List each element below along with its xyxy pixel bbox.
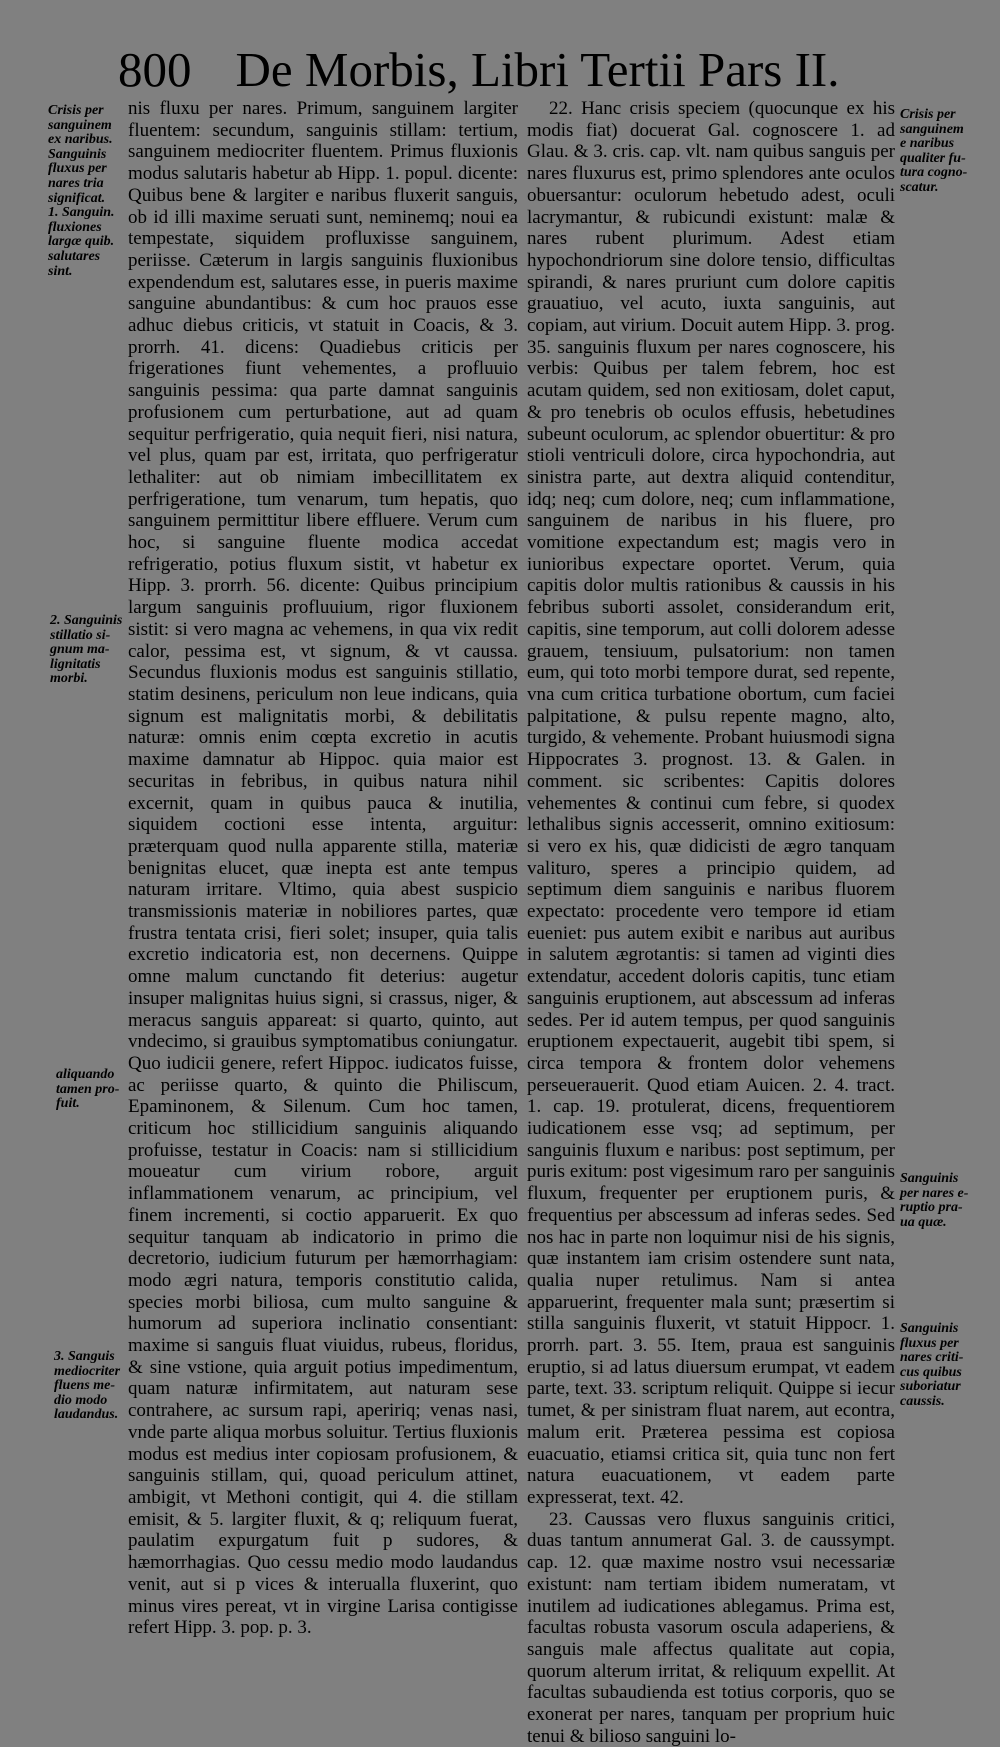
- margin-note-caussae: Sanguinis fluxus per nares criti- cus quibus suboriatur caussis.: [900, 1321, 964, 1409]
- paragraph-23: 23. Caussas vero fluxus sanguinis critici, duas tantum annumerat Gal. 3. de caussympt. cap. 12. quæ maxime nostro vsui necessariæ existunt: nam tertiam ibidem numeratam, vt inutilem ad iudicationes ablegamus. Prima est, facultas robusta vasorum oscula adaperiens, & sanguis male affectus qualitate aut copia, quorum alterum irritat, & reliquum expellit. At facultas subaudienda est totius corporis, quo se exonerat per nares, tanquam per proprium huic tenui & bilioso sanguini lo-: [527, 1508, 895, 1747]
- left-paragraph: nis fluxu per nares. Primum, sanguinem largiter fluentem: secundum, sanguinis stillam: tertium, sanguinem mediocriter fluentem. Primus fluxionis modus salutaris habetur ab Hipp. 1. popul. dicente: Quibus bene & largiter e naribus fluxerit sanguis, ob id illi maxime seruati sunt, neminemq; noui ea tempestate, siquidem profluxisse sanguinem, periisse. Cæterum in largis sanguinis fluxionibus expendendum est, salutares esse, in pueris maxime sanguine abundantibus: & cum hoc prauos esse adhuc diebus criticis, vt statuit in Coacis, & 3. prorrh. 41. dicens: Quadiebus criticis per frigerationes fiunt vehementes, a profluuio sanguinis pessima: qua parte damnat sanguinis profusionem cum perturbatione, aut ad quam sequitur perfrigeratio, quia nequit fieri, nisi natura, vel plus, quam par est, irritata, quo perfrigeratur lethaliter: aut ob nimiam imbecillitatem ex perfrigeratione, tum venarum, tum hepatis, quo sanguinem permittitur libere effluere. Verum cum hoc, si sanguine fluente modica accedat refrigeratio, potius fluxum sistit, vt habetur ex Hipp. 3. prorrh. 56. dicente: Quibus principium largum sanguinis profluuium, rigor fluxionem sistit: si vero magna ac vehemens, in qua vix redit calor, pessima est, vt signum, & vt caussa. Secundus fluxionis modus est sanguinis stillatio, statim desinens, periculum non leue indicans, quia signum est malignitatis morbi, & debilitatis naturæ: omnis enim cœpta excretio in acutis maxime damnatur ab Hippoc. quia maior est securitas in febribus, in quibus natura nihil excernit, quam in quibus pauca & inutilia, siquidem coctioni esse intenta, arguitur: præterquam quod nulla apparente stilla, materiæ benignitas elucet, quæ inepta est ante tempus naturam irritare. Vltimo, quia abest suspicio transmissionis materiæ in nobiliores partes, quæ frustra tentata crisi, fieri solet; insuper, quia talis excretio indicatoria est, non decernens. Quippe omne malum cunctando fit deterius: augetur insuper malignitas huius signi, si crassus, niger, & meracus sanguis appareat: si quarto, quinto, aut vndecimo, si grauibus symptomatibus coniungatur. Quo iudicii genere, refert Hippoc. iudicatos fuisse, ac periisse quarto, & quinto die Philiscum, Epaminonem, & Silenum. Cum hoc tamen, criticum hoc stillicidium sanguinis aliquando profuisse, testatur in Coacis: nam si stillicidium moueatur cum virium robore, arguit inflammationem venarum, ac principium, vel finem incrementi, si coctio apparuerit. Ex quo sequitur tanquam ab indicatorio in primo die decretorio, iudicium futurum per hæmorrhagiam: modo ægri natura, temporis constitutio calida, species morbi biliosa, cum multo sanguine & humorum ad superiora inclinatio consentiant: maxime si sanguis fluat viuidus, rubeus, floridus, & sine vstione, quia arguit potius impedimentum, quam naturæ infirmitatem, aut naturam sese contrahere, ac sursum rapi, apeririq; venas nasi, vnde parte aliqua morbus soluitur. Tertius fluxionis modus est medius inter copiosam profusionem, & sanguinis stillam, qui, quoad periculum attinet, ambigit, vt Methoni contigit, qui 4. die stillam emisit, & 5. largiter fluxit, & q; reliquum fuerat, paulatim expurgatum fuit p sudores, & hæmorrhagias. Quo cessu medio modo laudandus venit, aut si p vices & interualla fluxerint, quo minus vires pereat, vt in virgine Larisa contigisse refert Hipp. 3. pop. p. 3.: [128, 98, 518, 1639]
- left-text-column: [128, 98, 518, 1639]
- page-number: 800: [118, 42, 192, 97]
- margin-note-aliquando: aliquando tamen pro- fuit.: [56, 1067, 120, 1112]
- right-text-column: [527, 98, 895, 1747]
- margin-note-crisis-right: Crisis per sanguinem e naribus qualiter fu- tura cogno- scatur.: [900, 107, 968, 195]
- margin-note-mediocriter: 3. Sanguis mediocriter fluens me- dio modo laudandus.: [54, 1349, 121, 1423]
- margin-note-eruptio: Sanguinis per nares e- ruptio pra- ua quæ.: [900, 1171, 969, 1230]
- margin-note-stillatio: 2. Sanguinis stillatio si- gnum ma- lignitatis morbi.: [50, 613, 123, 687]
- running-title: De Morbis, Libri Tertii Pars II.: [235, 42, 840, 97]
- margin-note-crisis: Crisis per sanguinem ex naribus. Sanguinis fluxus per nares tria significat. 1. Sanguin. fluxiones largæ quib. salutares sint.: [48, 103, 115, 279]
- page-header: [118, 40, 840, 100]
- paragraph-22: 22. Hanc crisis speciem (quocunque ex his modis fiat) docuerat Gal. cognoscere 1. ad Glau. & 3. cris. cap. vlt. nam quibus sanguis per nares fluxurus est, primo splendores ante oculos obuersantur: oculorum hebetudo adest, oculi lacrymantur, & rubicundi existunt: malæ & nares rubent plurimum. Adest etiam hypochondriorum sine dolore tensio, difficultas spirandi, & nares pruriunt cum dolore capitis grauatiuo, vel acuto, iuxta sanguinis, aut copiam, aut virium. Docuit autem Hipp. 3. prog. 35. sanguinis fluxum per nares cognoscere, his verbis: Quibus per talem febrem, hoc est acutam quidem, sed non exitiosam, dolet caput, & pro tenebris ob oculos effusis, hebetudines subeunt oculorum, ac splendor obuertitur: & pro stioli ventriculi dolore, circa hypochondria, aut sinistra parte, aut dextra aliquid contenditur, idq; neq; cum dolore, neq; cum inflammatione, sanguinem de naribus in his fluere, pro vomitione expectandum est; magis vero in iunioribus expectare oportet. Verum, quia capitis dolor multis rationibus & caussis in his febribus suborti assolet, considerandum erit, capitis, sine temporum, aut colli dolorem adesse grauem, tensiuum, pulsatorium: non tamen eum, qui toto morbi tempore durat, sed repente, vna cum critica turbatione obortum, cum faciei palpitatione, & pulsu repente magno, alto, turgido, & vehemente. Probant huiusmodi signa Hippocrates 3. prognost. 13. & Galen. in comment. sic scribentes: Capitis dolores vehementes & continui cum febre, si quodex lethalibus signis accesserit, omnino exitiosum: si vero ex his, quæ didicisti de ægro tanquam valituro, speres a principio quidem, ad septimum diem sanguinis e naribus fluorem expectato: procedente vero tempore id etiam eueniet: pus autem exibit e naribus aut auribus in salutem ægrotantis: si tamen ad viginti dies extendatur, accedent doloris capitis, tunc etiam sanguinis eruptionem, aut abscessum ad inferas sedes. Per id autem tempus, per quod sanguinis eruptionem expectauerit, augebit tibi spem, si circa tempora & frontem dolor vehemens perseuerauerit. Quod etiam Auicen. 2. 4. tract. 1. cap. 19. protulerat, dicens, frequentiorem iudicationem esse vsq; ad septimum, per sanguinis fluxum e naribus: post septimum, per puris exitum: post vigesimum raro per sanguinis fluxum, frequenter per eruptionem puris, & frequentius per abscessum ad inferas sedes. Sed nos hac in parte non loquimur nisi de his signis, quæ instantem iam crisim ostendere sunt nata, qualia nuper retulimus. Nam si antea apparuerint, frequenter mala sunt; præsertim si stilla sanguinis fluxerit, vt statuit Hippocr. 1. prorrh. part. 3. 55. Item, praua est sanguinis eruptio, si ad latus diuersum erumpat, vt eadem parte, text. 33. scriptum reliquit. Quippe si iecur tumet, & per sinistram fluat narem, aut econtra, malum erit. Præterea pessima est copiosa euacuatio, etiamsi critica sit, quia tunc non fert natura euacuationem, vt eadem parte expresserat, text. 42.: [527, 98, 895, 1508]
